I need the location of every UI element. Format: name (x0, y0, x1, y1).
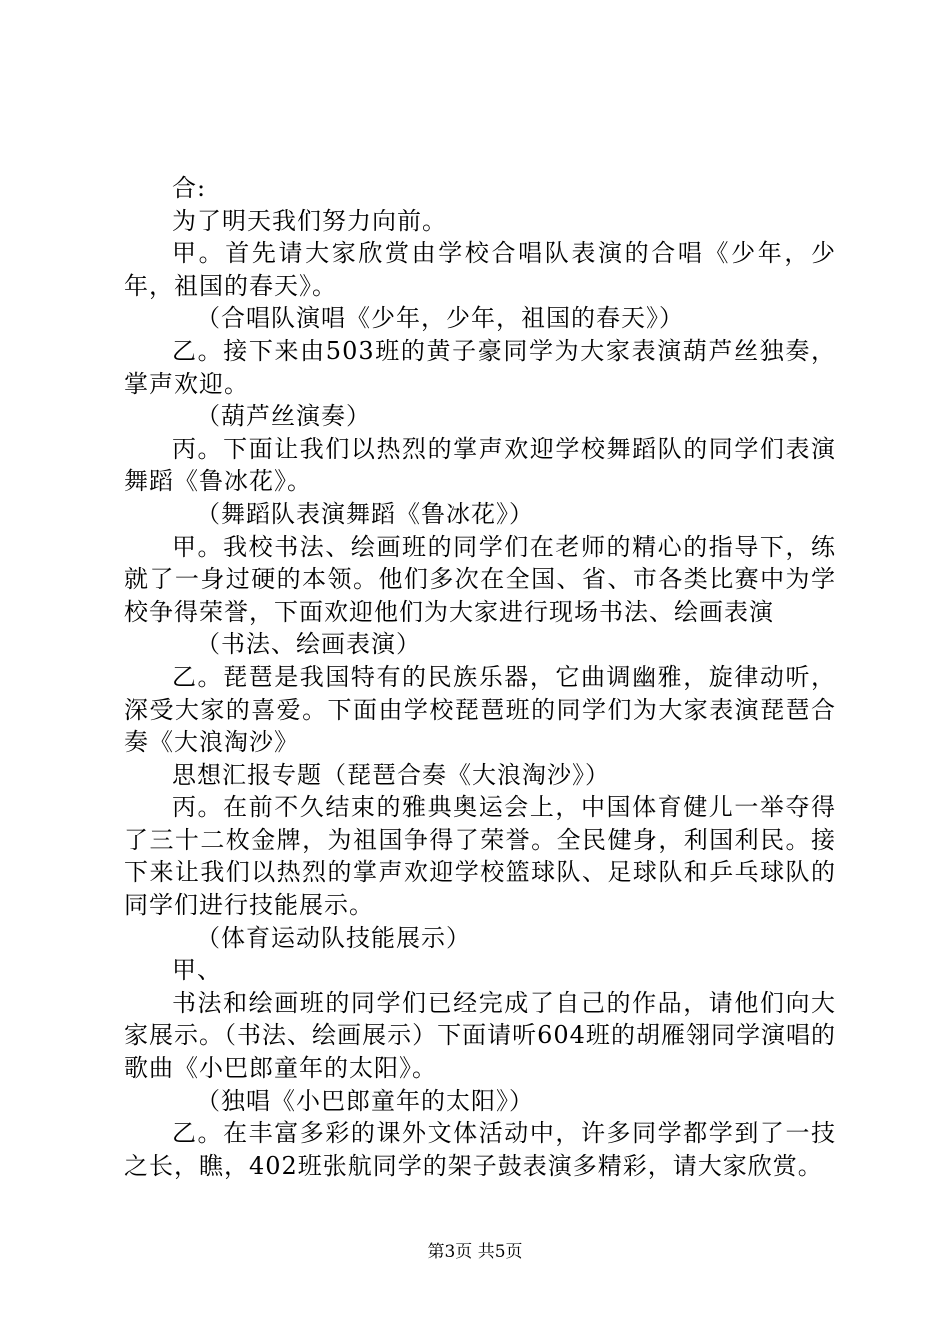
paragraph: （葫芦丝演奏） (196, 402, 371, 431)
paragraph: （体育运动队技能展示） (196, 923, 471, 952)
paragraph: 甲、 (172, 956, 222, 985)
paragraph: 合: (172, 174, 207, 202)
paragraph: 乙。琵琶是我国特有的民族乐器，它曲调幽雅，旋律动听，深受大家的喜爱。下面由学校琵琶班的同学们为大家表演琵琶合奏《大浪淘沙》 (124, 662, 836, 757)
paragraph: 思想汇报专题（琵琶合奏《大浪淘沙》） (172, 760, 610, 789)
document-body (124, 172, 836, 1182)
paragraph: 甲。首先请大家欣赏由学校合唱队表演的合唱《少年，少年，祖国的春天》。 (124, 239, 836, 300)
paragraph: 为了明天我们努力向前。 (172, 206, 447, 235)
paragraph: （合唱队演唱《少年，少年，祖国的春天》） (196, 304, 684, 333)
paragraph: 甲。我校书法、绘画班的同学们在老师的精心的指导下，练就了一身过硬的本领。他们多次在全国、省、市各类比赛中为学校争得荣誉，下面欢迎他们为大家进行现场书法、绘画表演 (124, 532, 836, 626)
paragraph: （独唱《小巴郎童年的太阳》） (196, 1086, 534, 1115)
paragraph: （舞蹈队表演舞蹈《鲁冰花》） (196, 499, 534, 528)
page-number-footer: 第3页 共5页 (427, 1242, 523, 1262)
paragraph: 丙。在前不久结束的雅典奥运会上，中国体育健儿一举夺得了三十二枚金牌，为祖国争得了荣誉。全民健身，利国利民。接下来让我们以热烈的掌声欢迎学校篮球队、足球队和乒乓球队的同学们进行技能展示。 (124, 793, 836, 920)
paragraph: 书法和绘画班的同学们已经完成了自己的作品，请他们向大家展示。（书法、绘画展示）下面请听604班的胡雁翎同学演唱的歌曲《小巴郎童年的太阳》。 (124, 988, 836, 1083)
paragraph: （书法、绘画表演） (196, 630, 421, 659)
paragraph: 乙。接下来由503班的黄子豪同学为大家表演葫芦丝独奏，掌声欢迎。 (124, 336, 836, 398)
paragraph: 丙。下面让我们以热烈的掌声欢迎学校舞蹈队的同学们表演舞蹈《鲁冰花》。 (124, 434, 836, 496)
paragraph: 乙。在丰富多彩的课外文体活动中，许多同学都学到了一技之长，瞧，402班张航同学的架子鼓表演多精彩，请大家欣赏。 (124, 1119, 836, 1180)
